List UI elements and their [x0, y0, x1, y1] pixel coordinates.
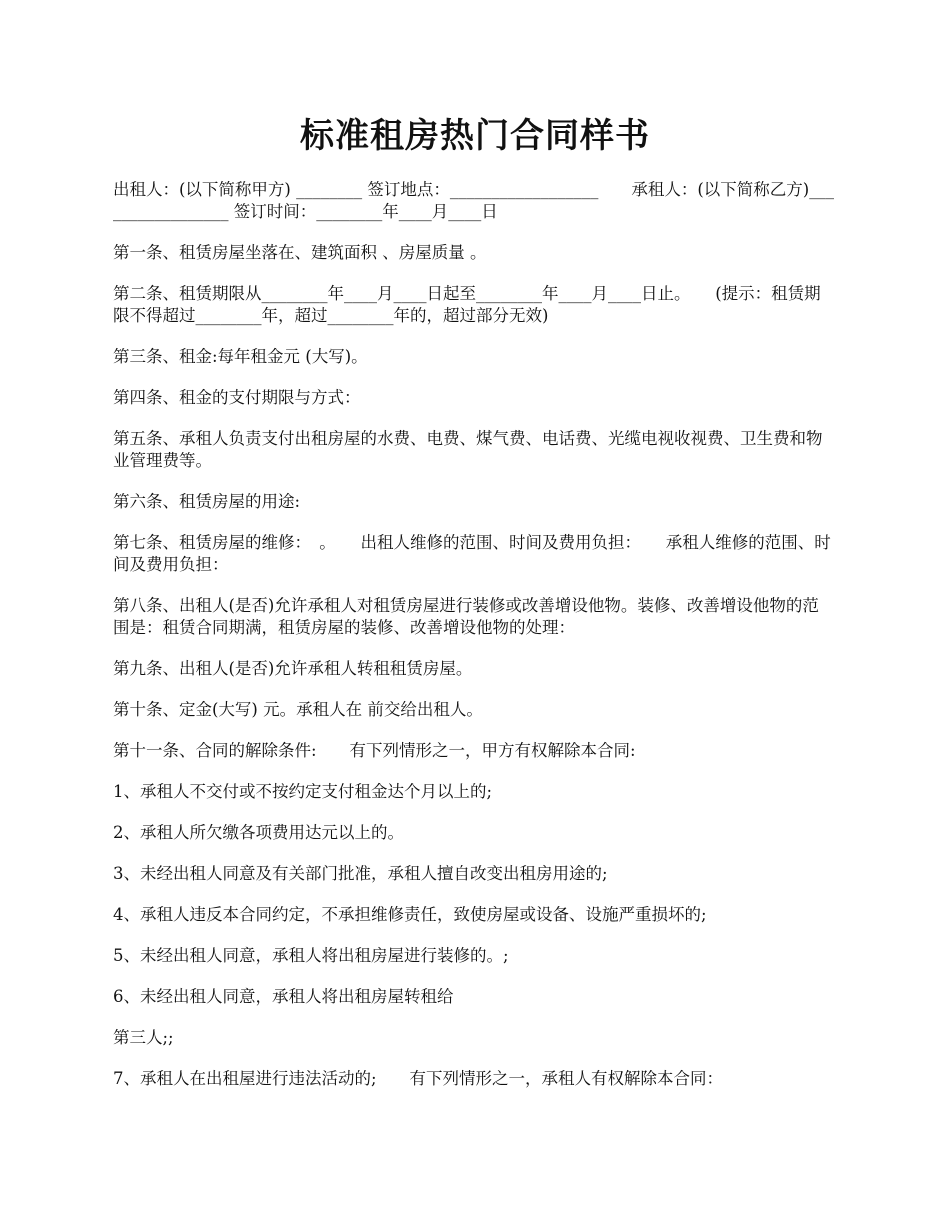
list-item-6: 6、未经出租人同意，承租人将出租房屋转租给 [113, 987, 454, 1006]
paragraph-article-10: 第十条、定金(大写) 元。承租人在 前交给出租人。 [113, 700, 483, 719]
paragraph-article-1: 第一条、租赁房屋坐落在、建筑面积 、房屋质量 。 [113, 243, 487, 262]
paragraph-article-5: 第五条、承租人负责支付出租房屋的水费、电费、煤气费、电话费、光缆电视收视费、卫生费和物业管理费等。 [113, 429, 823, 470]
paragraph-article-8: 第八条、出租人(是否)允许承租人对租赁房屋进行装修或改善增设他物。装修、改善增设他物的范围是：租赁合同期满，租赁房屋的装修、改善增设他物的处理： [113, 596, 819, 637]
paragraph-article-3: 第三条、租金:每年租金元 (大写)。 [113, 347, 368, 366]
list-item-5: 5、未经出租人同意，承租人将出租房屋进行装修的。; [113, 946, 509, 965]
paragraph-article-9: 第九条、出租人(是否)允许承租人转租租赁房屋。 [113, 659, 473, 678]
paragraph-parties: 出租人：(以下简称甲方) ________ 签订地点：__________________ 承租人：(以下简称乙方)_________________ 签订时间：________年____月____日 [113, 180, 834, 221]
list-item-2: 2、承租人所欠缴各项费用达元以上的。 [113, 823, 404, 842]
paragraph-third-party: 第三人;; [113, 1028, 174, 1047]
paragraph-article-11: 第十一条、合同的解除条件: 有下列情形之一，甲方有权解除本合同: [113, 741, 636, 760]
list-item-7: 7、承租人在出租屋进行违法活动的; 有下列情形之一，承租人有权解除本合同： [113, 1069, 724, 1088]
list-item-3: 3、未经出租人同意及有关部门批准，承租人擅自改变出租房用途的; [113, 864, 608, 883]
document-body [113, 179, 835, 1109]
paragraph-article-6: 第六条、租赁房屋的用途: [113, 492, 301, 511]
list-item-4: 4、承租人违反本合同约定，不承担维修责任，致使房屋或设备、设施严重损坏的; [113, 905, 707, 924]
document-title: 标准租房热门合同样书 [300, 116, 650, 156]
paragraph-article-2: 第二条、租赁期限从________年____月____日起至________年____月____日止。 (提示：租赁期限不得超过________年，超过________年的，超过部分无效) [113, 284, 821, 325]
paragraph-article-7: 第七条、租赁房屋的维修： 。 出租人维修的范围、时间及费用负担： 承租人维修的范围、时间及费用负担： [113, 533, 831, 574]
list-item-1: 1、承租人不交付或不按约定支付租金达个月以上的; [113, 782, 493, 801]
paragraph-article-4: 第四条、租金的支付期限与方式： [113, 388, 361, 407]
